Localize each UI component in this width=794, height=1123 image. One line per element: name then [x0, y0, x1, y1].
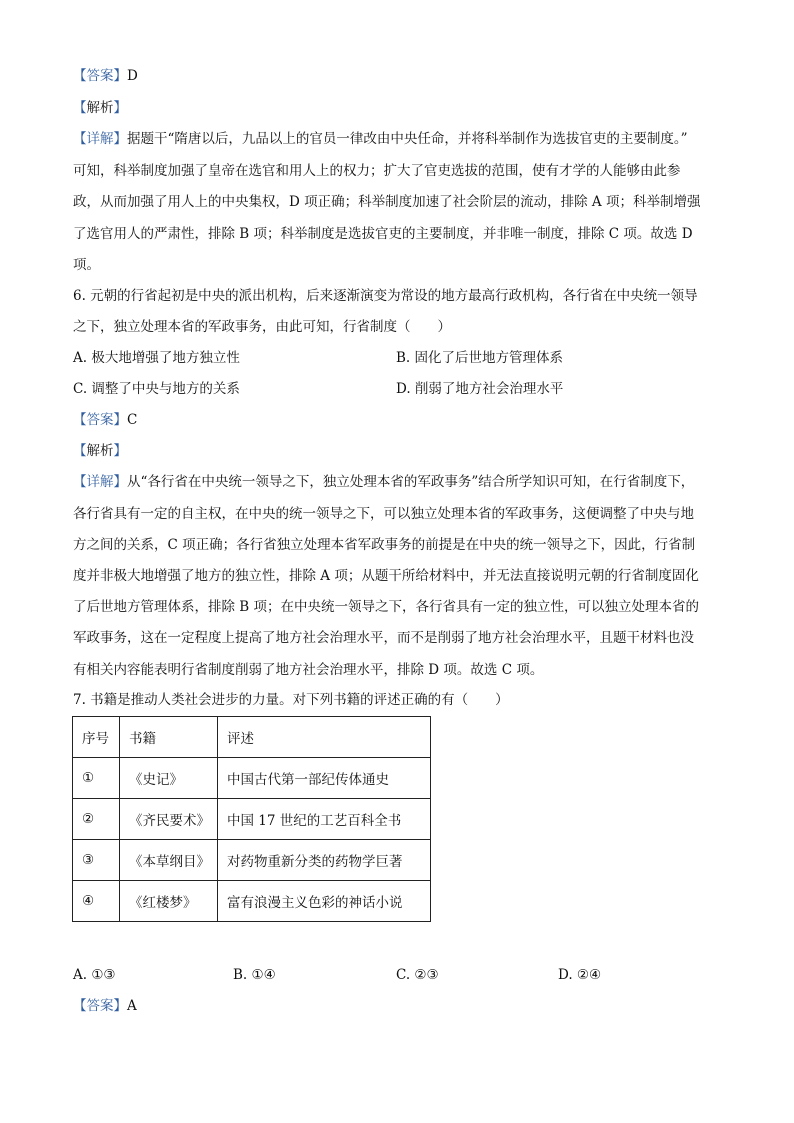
q7-option-d: D. ②④ — [558, 967, 602, 983]
q6-detail-line-1: 【详解】从“各行省在中央统一领导之下，独立处理本省的军政事务”结合所学知识可知，在行省制度下， — [73, 474, 695, 490]
q6-detail-line-7: 有相关内容能表明行省制度削弱了地方社会治理水平，排除 D 项。故选 C 项。 — [73, 662, 544, 678]
q6-stem-line-2: 之下，独立处理本省的军政事务，由此可知，行省制度（ ） — [73, 319, 451, 335]
table-cell: ② — [73, 799, 120, 840]
table-row — [73, 881, 431, 922]
table-cell: 《史记》 — [120, 758, 218, 799]
table-cell: 对药物重新分类的药物学巨著 — [218, 840, 431, 881]
q5-detail-line-2: 可知，科举制度加强了皇帝在选官和用人上的权力；扩大了官吏选拔的范围，使有才学的人能够由此参 — [73, 163, 681, 179]
books-table — [72, 716, 431, 922]
q6-analysis-line: 【解析】 — [73, 443, 127, 459]
answer-value: A — [127, 998, 137, 1014]
table-cell: 《红楼梦》 — [120, 881, 218, 922]
header-cell: 书籍 — [120, 717, 218, 758]
table-cell: ③ — [73, 840, 120, 881]
answer-tag: 【答案】 — [73, 68, 127, 84]
q5-detail-line-3: 政，从而加强了用人上的中央集权，D 项正确；科举制度加速了社会阶层的流动，排除 A 项；科举制增强 — [73, 194, 701, 210]
q6-detail-line-4: 度并非极大地增强了地方的独立性，排除 A 项；从题干所给材料中，并无法直接说明元朝的行省制度固化 — [73, 568, 699, 584]
q5-detail-line-1: 【详解】据题干“隋唐以后，九品以上的官员一律改由中央任命，并将科举制作为选拔官吏的主要制度。” — [73, 131, 688, 147]
q7-stem: 7. 书籍是推动人类社会进步的力量。对下列书籍的评述正确的有（ ） — [73, 692, 509, 708]
analysis-label: 解析 — [86, 100, 114, 116]
table-cell: 中国 17 世纪的工艺百科全书 — [218, 799, 431, 840]
detail-tag: 【详解】 — [73, 474, 127, 490]
q7-answer-line — [73, 996, 723, 1016]
q7-option-c: C. ②③ — [396, 967, 439, 983]
q5-analysis-line: 【解析】 — [73, 100, 127, 116]
q6-stem-line-1: 6. 元朝的行省起初是中央的派出机构，后来逐渐演变为常设的地方最高行政机构，各行省在中央统一领导 — [73, 288, 698, 304]
table-cell: ① — [73, 758, 120, 799]
q6-option-c: C. 调整了中央与地方的关系 — [73, 381, 240, 397]
q5-answer-line — [73, 66, 723, 86]
q6-option-b: B. 固化了后世地方管理体系 — [396, 350, 564, 366]
q6-detail-line-3: 方之间的关系，C 项正确；各行省独立处理本省军政事务的前提是在中央的统一领导之下，因此，行省制 — [73, 537, 696, 553]
q6-option-a: A. 极大地增强了地方独立性 — [73, 350, 240, 366]
table-cell: 富有浪漫主义色彩的神话小说 — [218, 881, 431, 922]
table-cell: 《本草纲目》 — [120, 840, 218, 881]
table-header-row — [73, 717, 431, 758]
q7-option-b: B. ①④ — [233, 967, 276, 983]
q6-detail-line-2: 各行省具有一定的自主权，在中央的统一领导之下，可以独立处理本省的军政事务，这便调整了中央与地 — [73, 506, 694, 522]
q7-option-a: A. ①③ — [73, 967, 116, 983]
table-cell: ④ — [73, 881, 120, 922]
q5-detail-line-4: 了选官用人的严肃性，排除 B 项；科举制度是选拔官吏的主要制度，并非唯一制度，排除 C 项。故选 D — [73, 226, 693, 242]
answer-value: D — [127, 68, 138, 84]
table-row — [73, 799, 431, 840]
answer-value: C — [127, 412, 138, 428]
header-cell: 评述 — [218, 717, 431, 758]
analysis-label: 解析 — [86, 443, 114, 459]
q5-detail-line-5: 项。 — [73, 257, 100, 273]
detail-tag: 【详解】 — [73, 131, 127, 147]
table-cell: 中国古代第一部纪传体通史 — [218, 758, 431, 799]
answer-tag: 【答案】 — [73, 998, 127, 1014]
table-row — [73, 758, 431, 799]
q6-detail-line-5: 了后世地方管理体系，排除 B 项；在中央统一领导之下，各行省具有一定的独立性，可以独立处理本省的 — [73, 599, 700, 615]
q6-answer-line — [73, 410, 723, 430]
table-row — [73, 840, 431, 881]
q6-detail-line-6: 军政事务，这在一定程度上提高了地方社会治理水平，而不是削弱了地方社会治理水平，且题干材料也没 — [73, 630, 694, 646]
header-cell: 序号 — [73, 717, 120, 758]
answer-tag: 【答案】 — [73, 412, 127, 428]
q6-option-d: D. 削弱了地方社会治理水平 — [396, 381, 564, 397]
table-cell: 《齐民要术》 — [120, 799, 218, 840]
